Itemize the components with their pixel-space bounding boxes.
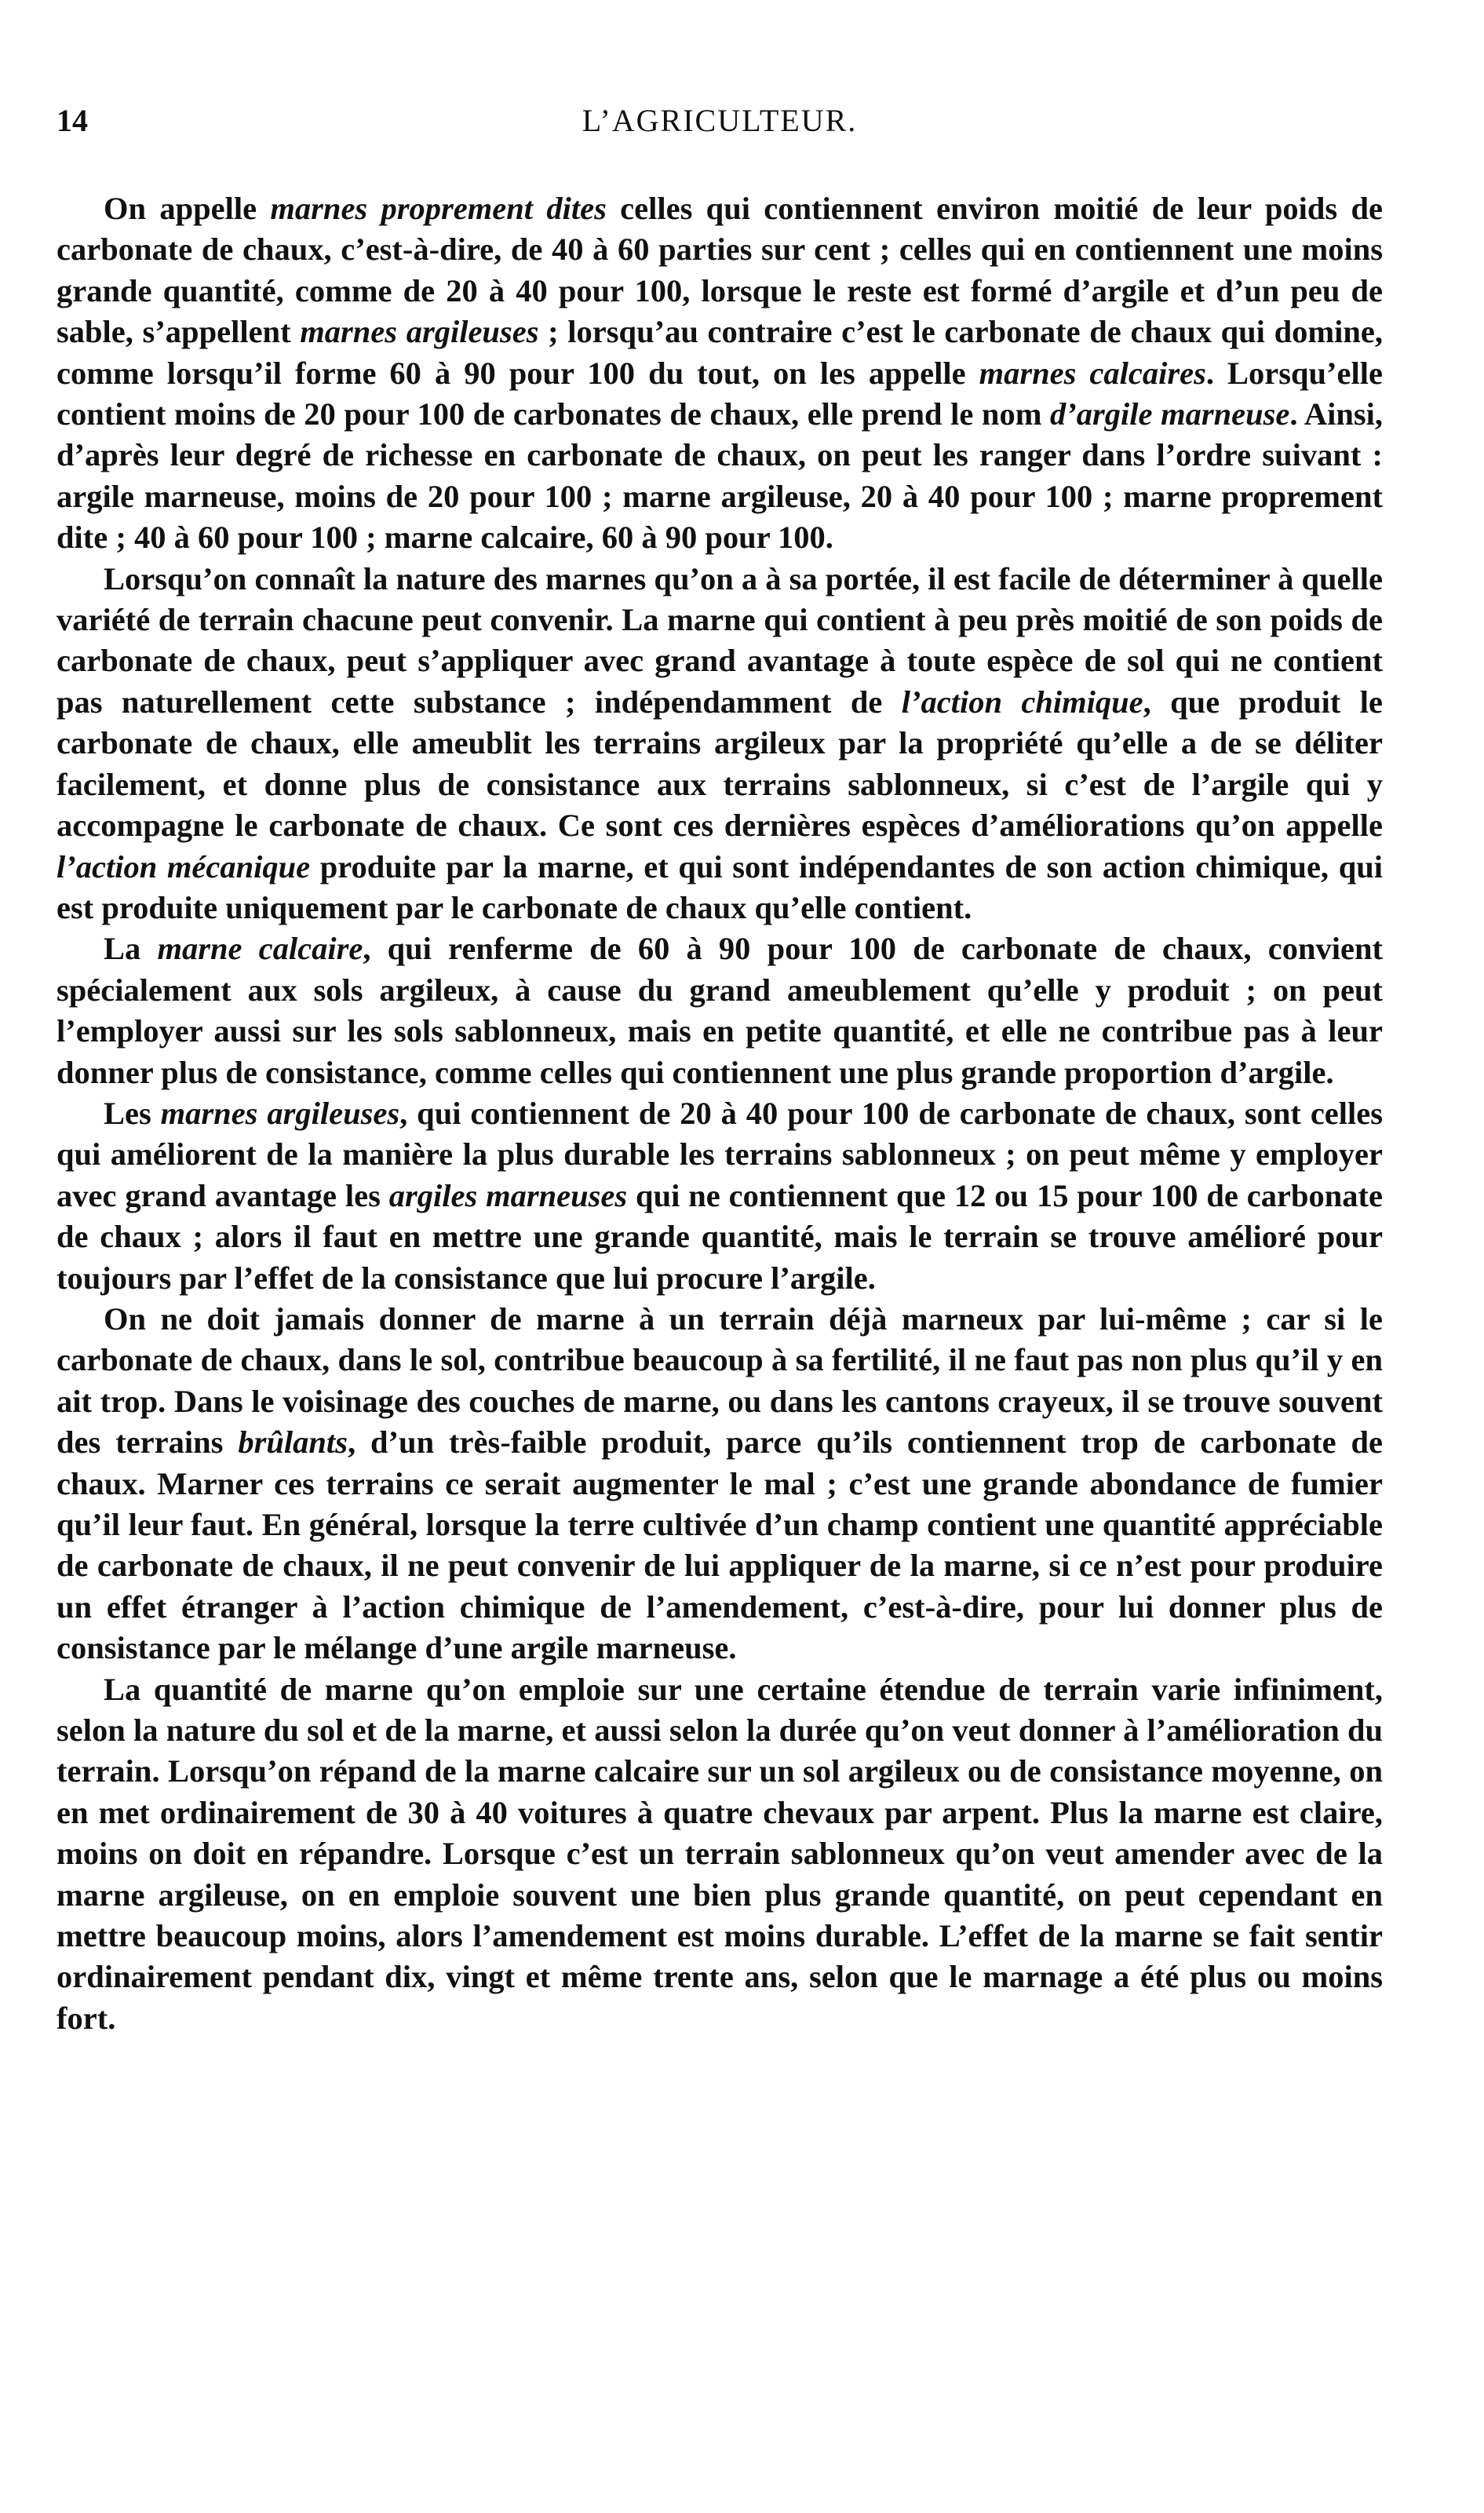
- text-run: . Ainsi, d’après leur degré de richesse en carbonate de chaux, on peut les ranger dans l’ordre suivant : argile marneuse, moins de 20 pour 100 ; marne argileuse, 20 à 40 pour 100 ; marne proprement dite ; 40 à 60 pour 100 ; marne calcaire, 60 à 90 pour 100.: [57, 396, 1383, 556]
- italic-term: marnes proprement dites: [270, 191, 607, 226]
- text-run: qui ne contiennent que 12 ou 15 pour 100 de carbonate de chaux ; alors il faut en mettre une grande quantité, mais le terrain se trouve amélioré pour toujours par l’effet de la consistance que lui procure l’argile.: [57, 1177, 1383, 1296]
- italic-term: marnes argileuses: [300, 314, 539, 350]
- text-run: , d’un très-faible produit, parce qu’ils contiennent trop de carbonate de chaux. Marner ces terrains ce serait augmenter le mal ; c’est une grande abondance de fumier qu’il leur faut. En général, lorsque la terre cultivée d’un champ contient une quantité appréciable de carbonate de chaux, il ne peut convenir de lui appliquer de la marne, si ce n’est pour produire un effet étranger à l’action chimique de l’amendement, c’est-à-dire, pour lui donner plus de consistance par le mélange d’une argile marneuse.: [57, 1424, 1384, 1666]
- italic-term: l’action chimique: [901, 684, 1143, 720]
- italic-term: marne calcaire: [157, 931, 363, 967]
- italic-term: brûlants: [238, 1424, 348, 1461]
- paragraph-marnes-argileuses: [57, 1093, 1383, 1299]
- paragraph-marne-types: [57, 188, 1383, 559]
- italic-term: argiles marneuses: [388, 1177, 628, 1213]
- italic-term: l’action mécanique: [57, 848, 311, 884]
- book-page: [57, 102, 1383, 2039]
- italic-term: marnes calcaires: [979, 355, 1206, 391]
- text-run: Lorsqu’on connaît la nature des marnes qu’on a à sa portée, il est facile de déterminer à quelle variété de terrain chacune peut convenir. La marne qui contient à peu près moitié de son poids de carbonate de chaux, peut s’appliquer avec grand avantage à toute espèce de sol qui ne contient pas naturellement cette substance ; indépendamment de: [57, 560, 1383, 720]
- text-run: celles qui contiennent environ moitié de leur poids de carbonate de chaux, c’est-à-dire, de 40 à 60 parties sur cent ; celles qui en contiennent une moins grande quantité, comme de 20 à 40 pour 100, lorsque le reste est formé d’argile et d’un peu de sable, s’appellent: [57, 191, 1383, 350]
- text-run: , qui renferme de 60 à 90 pour 100 de carbonate de chaux, convient spécialement aux sols argileux, à cause du grand ameublement qu’elle y produit ; on peut l’employer aussi sur les sols sablonneux, mais en petite quantité, et elle ne contribue pas à leur donner plus de consistance, comme celles qui contiennent une plus grande proportion d’argile.: [57, 931, 1383, 1090]
- italic-term: marnes argileuses: [160, 1095, 400, 1131]
- text-run: La: [104, 931, 158, 967]
- paragraph-terrain-marneux: [57, 1299, 1383, 1669]
- paragraph-quantite-de-marne: [57, 1669, 1383, 2040]
- text-run: On ne doit jamais donner de marne à un terrain déjà marneux par lui-même ; car si le carbonate de chaux, dans le sol, contribue beaucoup à sa fertilité, il ne faut pas non plus qu’il y en ait trop. Dans le voisinage des couches de marne, ou dans les cantons crayeux, il se trouve souvent des terrains: [57, 1300, 1383, 1461]
- text-run: Les: [104, 1095, 161, 1131]
- italic-term: d’argile marneuse: [1050, 396, 1290, 432]
- page-number: 14: [57, 103, 88, 138]
- running-head: L’AGRICULTEUR.: [582, 103, 858, 138]
- text-run: On appelle: [104, 191, 271, 226]
- text-run: produite par la marne, et qui sont indépendantes de son action chimique, qui est produite uniquement par le carbonate de chaux qu’elle contient.: [57, 848, 1383, 925]
- page-header: [57, 102, 1383, 157]
- text-run: , qui contiennent de 20 à 40 pour 100 de carbonate de chaux, sont celles qui améliorent de la manière la plus durable les terrains sablonneux ; on peut même y employer avec grand avantage les: [57, 1095, 1384, 1213]
- paragraph-nature-des-marnes: [57, 559, 1383, 929]
- text-run: , que produit le carbonate de chaux, elle ameublit les terrains argileux par la propriété qu’elle a de se déliter facilement, et donne plus de consistance aux terrains sablonneux, si c’est de l’argile qui y accompagne le carbonate de chaux. Ce sont ces dernières espèces d’améliorations qu’on appelle: [57, 684, 1384, 844]
- text-run: La quantité de marne qu’on emploie sur une certaine étendue de terrain varie infiniment, selon la nature du sol et de la marne, et aussi selon la durée qu’on veut donner à l’amélioration du terrain. Lorsqu’on répand de la marne calcaire sur un sol argileux ou de consistance moyenne, on en met ordinairement de 30 à 40 voitures à quatre chevaux par arpent. Plus la marne est claire, moins on doit en répandre. Lorsque c’est un terrain sablonneux qu’on veut amender avec de la marne argileuse, on en emploie souvent une bien plus grande quantité, on peut cependant en mettre beaucoup moins, alors l’amendement est moins durable. L’effet de la marne se fait sentir ordinairement pendant dix, vingt et même trente ans, selon que le marnage a été plus ou moins fort.: [57, 1671, 1383, 2036]
- text-run: . Lorsqu’elle contient moins de 20 pour 100 de carbonates de chaux, elle prend le nom: [57, 355, 1383, 432]
- paragraph-marne-calcaire: [57, 928, 1383, 1093]
- text-run: ; lorsqu’au contraire c’est le carbonate de chaux qui domine, comme lorsqu’il forme 60 à 90 pour 100 du tout, on les appelle: [57, 314, 1383, 391]
